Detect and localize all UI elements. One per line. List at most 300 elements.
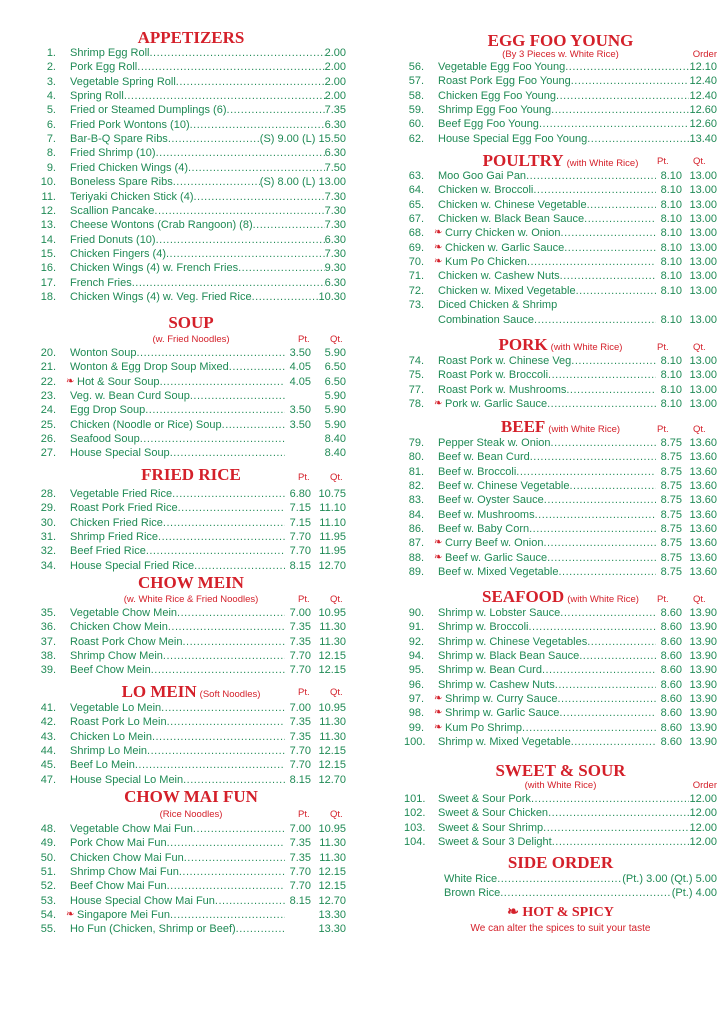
menu-item: [404, 60, 717, 74]
item-name: Fried or Steamed Dumplings (6): [70, 104, 227, 117]
item-number: 54.: [40, 909, 56, 922]
poultry-subtitle: (with White Rice): [566, 158, 639, 169]
item-prices: [285, 649, 346, 663]
dot-leader: [132, 276, 325, 290]
item-line: [70, 487, 346, 501]
item-line: [70, 190, 346, 204]
dot-leader: [172, 487, 285, 501]
item-number: 74.: [408, 355, 424, 367]
item-name: Chicken Chow Mai Fun: [70, 851, 184, 864]
dot-leader: [528, 620, 656, 634]
item-line: [438, 522, 717, 536]
menu-item: [36, 773, 346, 787]
item-number: 24.: [40, 404, 56, 417]
item-price-pint: 8.10: [660, 227, 682, 240]
item-price-quart: 13.00: [689, 355, 717, 367]
dot-leader: [183, 773, 285, 787]
spice-alter-note: We can alter the spices to suit your taste: [470, 923, 651, 934]
item-price-pint: 7.35: [289, 621, 311, 634]
item-name: Roast Pork Fried Rice: [70, 502, 178, 515]
item-price-quart: 10.95: [318, 702, 346, 714]
menu-item: [36, 822, 346, 836]
sweet_sour-note: (with White Rice): [524, 780, 597, 791]
item-prices: [656, 212, 717, 226]
menu-item: [404, 692, 717, 706]
item-line: [438, 565, 717, 579]
dot-leader: [526, 169, 656, 183]
dot-leader: [565, 60, 689, 74]
menu-item: [404, 397, 717, 411]
item-price: 2.00: [324, 61, 346, 74]
item-line: [70, 276, 346, 290]
item-name: Shrimp w. Bean Curd: [438, 664, 542, 677]
item-prices: [656, 479, 717, 493]
item-price: 6.30: [324, 276, 346, 289]
chili-pepper-icon: ❧: [434, 398, 443, 410]
item-number: 97.: [408, 693, 424, 706]
item-name: Pepper Steak w. Onion: [438, 437, 551, 449]
item-name: Combination Sauce: [438, 313, 535, 326]
item-line: [438, 183, 717, 197]
item-number: 75.: [408, 369, 424, 382]
lo_mein-pt-label: Pt.: [298, 687, 310, 698]
item-number: 69.: [408, 241, 424, 254]
item-price-quart: 13.90: [689, 650, 717, 663]
menu-item: [404, 792, 717, 806]
item-prices: [285, 715, 346, 729]
item-price-quart: 13.60: [689, 465, 717, 478]
item-line: [70, 204, 346, 218]
poultry-qt-label: Qt.: [693, 156, 706, 167]
dot-leader: [555, 678, 656, 692]
dot-leader: [152, 730, 285, 744]
item-prices: [285, 544, 346, 558]
item-price-pint: 7.35: [289, 851, 311, 864]
item-line: [438, 493, 717, 507]
item-price-pint: 7.35: [289, 837, 311, 850]
item-number: 81.: [408, 465, 424, 478]
egg-foo-young-order-label: Order: [692, 49, 717, 60]
item-number: 10.: [40, 176, 56, 189]
item-number: 43.: [40, 730, 56, 743]
menu-item: [404, 565, 717, 579]
item-prices: [656, 536, 717, 550]
menu-item: [404, 241, 717, 255]
menu-item: [404, 226, 717, 240]
item-name: French Fries: [70, 276, 132, 289]
chili-pepper-icon: ❧: [434, 693, 443, 705]
dot-leader: [522, 721, 656, 735]
item-line: [70, 146, 346, 160]
item-prices: [285, 516, 346, 530]
egg_foo_young-note: (By 3 Pieces w. White Rice): [502, 49, 619, 60]
item-name: Fried Pork Wontons (10): [70, 118, 190, 131]
item-prices: [285, 701, 346, 715]
dot-leader: [560, 606, 656, 620]
beef-title-text: BEEF: [500, 417, 546, 436]
item-price: 12.00: [689, 821, 717, 834]
item-number: 26.: [40, 433, 56, 446]
item-prices: [656, 169, 717, 183]
menu-item: [404, 368, 717, 382]
item-number: 18.: [40, 290, 56, 303]
item-number: 14.: [40, 233, 56, 246]
item-name: Beef w. Mixed Vegetable: [438, 566, 559, 579]
item-price-quart: 12.15: [318, 759, 346, 772]
menu-item: [404, 284, 717, 298]
item-line: [70, 132, 346, 146]
item-line: [70, 836, 346, 850]
item-line: [438, 198, 717, 212]
item-price: 6.30: [324, 118, 346, 131]
item-number: 58.: [408, 89, 424, 102]
item-price-pint: 8.60: [660, 621, 682, 634]
item-line: [438, 479, 717, 493]
item-line: [70, 559, 346, 573]
menu-item: [36, 190, 346, 204]
item-name: Roast Pork w. Mushrooms: [438, 383, 567, 396]
item-line: [70, 501, 346, 515]
item-number: 36.: [40, 621, 56, 634]
item-prices: [656, 649, 717, 663]
lo_mein-subtitle: (Soft Noodles): [199, 689, 261, 700]
item-number: 2.: [46, 61, 56, 74]
item-number: 47.: [40, 773, 56, 786]
menu-item: [36, 60, 346, 74]
item-number: 28.: [40, 488, 56, 500]
item-prices: [285, 894, 346, 908]
sweet-sour-order-label: Order: [692, 780, 717, 791]
item-line: [66, 375, 346, 389]
menu-item: [404, 806, 717, 820]
item-price-quart: 13.60: [689, 551, 717, 564]
item-price-quart: 11.10: [319, 516, 346, 529]
item-price-pint: 8.75: [660, 437, 682, 449]
menu-item: [404, 606, 717, 620]
item-name: Chicken Lo Mein: [70, 730, 152, 743]
item-line: [438, 212, 717, 226]
item-line: [70, 290, 346, 304]
item-number: 68.: [408, 227, 424, 240]
item-price-quart: 11.30: [319, 716, 346, 729]
menu-item: [36, 894, 346, 908]
item-prices: [656, 678, 717, 692]
item-number: 35.: [40, 607, 56, 619]
menu-item: [36, 744, 346, 758]
item-price-quart: 13.90: [689, 678, 717, 691]
item-number: 80.: [408, 451, 424, 464]
chow_mai_fun-title: [36, 786, 346, 808]
item-line: [70, 544, 346, 558]
item-number: 41.: [40, 702, 56, 714]
dot-leader: [530, 450, 656, 464]
menu-item: [36, 89, 346, 103]
fried_rice-title-text: FRIED RICE: [141, 465, 241, 484]
dot-leader: [238, 261, 324, 275]
item-line: [434, 721, 717, 735]
item-number: 8.: [46, 147, 56, 160]
item-prices: [656, 721, 717, 735]
dot-leader: [163, 516, 285, 530]
chow_mai_fun-pt-label: Pt.: [298, 809, 310, 820]
menu-item: [36, 233, 346, 247]
menu-item: [404, 313, 717, 327]
item-prices: [285, 375, 346, 389]
menu-item: [36, 75, 346, 89]
item-line: [438, 103, 717, 117]
item-number: 6.: [46, 118, 56, 131]
item-price-quart: 8.40: [324, 447, 346, 460]
item-name: Pork w. Garlic Sauce: [445, 398, 548, 411]
item-line: [70, 89, 346, 103]
item-name: Beef Chow Mein: [70, 664, 151, 677]
dot-leader: [222, 418, 285, 432]
dot-leader: [542, 663, 656, 677]
dot-leader: [190, 389, 285, 403]
item-number: 4.: [46, 90, 56, 103]
item-price: 2.00: [324, 75, 346, 88]
menu-item: [36, 663, 346, 677]
item-line: [438, 436, 717, 450]
dot-leader: [497, 872, 622, 886]
item-name: Pork Chow Mai Fun: [70, 837, 167, 850]
item-number: 52.: [40, 880, 56, 893]
item-price-quart: 11.30: [319, 837, 346, 850]
item-line: [70, 60, 346, 74]
item-number: 9.: [46, 161, 56, 174]
item-prices: [285, 663, 346, 677]
item-line: [434, 551, 717, 565]
beef-qt-label: Qt.: [693, 424, 706, 435]
item-prices: [285, 446, 346, 460]
item-price-pint: 8.10: [660, 256, 682, 269]
item-price-pint: 8.10: [660, 198, 682, 211]
item-line: [438, 298, 717, 312]
item-name: Vegetable Spring Roll: [70, 75, 176, 88]
item-prices: [285, 908, 346, 922]
item-price-pint: 7.70: [289, 531, 311, 544]
item-price-pint: 7.70: [289, 545, 311, 558]
dot-leader: [557, 692, 656, 706]
menu-item: [404, 721, 717, 735]
item-prices: [656, 522, 717, 536]
dot-leader: [569, 479, 656, 493]
item-number: 50.: [40, 851, 56, 864]
menu-item: [36, 701, 346, 715]
item-price-quart: 13.60: [689, 523, 717, 536]
item-line: [70, 606, 346, 620]
pork-subtitle: (with White Rice): [550, 342, 623, 353]
item-price-quart: 13.90: [689, 635, 717, 648]
chili-pepper-icon: ❧: [434, 227, 443, 239]
item-line: [70, 922, 346, 936]
menu-item: [36, 118, 346, 132]
menu-item: [36, 635, 346, 649]
item-number: 91.: [408, 621, 424, 634]
chili-pepper-icon: ❧: [434, 721, 443, 733]
item-prices: [285, 620, 346, 634]
item-number: 15.: [40, 247, 56, 260]
item-price-pint: 7.70: [289, 866, 311, 879]
item-number: 99.: [408, 721, 424, 734]
item-prices: [285, 389, 346, 403]
item-line: [70, 261, 346, 275]
item-name: Roast Pork w. Broccoli: [438, 369, 549, 382]
item-price-quart: 12.15: [318, 745, 346, 758]
menu-item: [36, 146, 346, 160]
item-number: 53.: [40, 894, 56, 907]
item-price-quart: 12.15: [318, 650, 346, 663]
item-price-quart: 13.90: [689, 693, 717, 706]
dot-leader: [227, 103, 325, 117]
chow_mein-title: [36, 572, 346, 594]
menu-item: [404, 663, 717, 677]
side-order-price: (Pt.) 4.00: [671, 887, 717, 900]
dot-leader: [146, 544, 285, 558]
dot-leader: [533, 183, 656, 197]
item-name: Shrimp w. Mixed Vegetable: [438, 736, 571, 749]
item-prices: [656, 269, 717, 283]
item-number: 11.: [41, 190, 56, 203]
item-price-pint: 7.00: [289, 607, 311, 619]
soup-title-text: SOUP: [168, 313, 214, 332]
menu-item: [36, 218, 346, 232]
item-prices: [656, 284, 717, 298]
item-number: 82.: [408, 480, 424, 493]
menu-item: [36, 132, 346, 146]
dot-leader: [236, 922, 285, 936]
menu-item: [36, 606, 346, 620]
item-line: [70, 103, 346, 117]
item-number: 1.: [46, 47, 56, 59]
menu-item: [404, 465, 717, 479]
item-number: 70.: [408, 256, 424, 269]
item-number: 77.: [408, 383, 424, 396]
item-number: 62.: [408, 132, 424, 145]
item-price: 10.30: [318, 290, 346, 303]
item-prices: [656, 226, 717, 240]
item-name: Chicken Chow Mein: [70, 621, 168, 634]
menu-item: [36, 865, 346, 879]
item-price-pint: 8.75: [660, 508, 682, 521]
dot-leader: [571, 735, 656, 749]
dot-leader: [151, 663, 285, 677]
item-price-pint: 7.00: [289, 823, 311, 835]
item-prices: [285, 418, 346, 432]
dot-leader: [149, 46, 324, 60]
dot-leader: [556, 89, 689, 103]
item-name: Beef w. Broccoli: [438, 465, 517, 478]
item-line: [434, 255, 717, 269]
item-number: 3.: [46, 75, 56, 88]
menu-item: [36, 730, 346, 744]
item-name: Beef Chow Mai Fun: [70, 880, 167, 893]
item-price-quart: 13.00: [689, 213, 717, 226]
item-price-pint: 8.10: [660, 213, 682, 226]
item-price-quart: 13.60: [689, 566, 717, 579]
item-prices: [656, 241, 717, 255]
menu-item: [404, 198, 717, 212]
dot-leader: [177, 606, 285, 620]
item-price-pint: 7.70: [289, 650, 311, 663]
dot-leader: [140, 432, 285, 446]
item-name: Chicken Fried Rice: [70, 516, 163, 529]
menu-item: [404, 117, 717, 131]
item-price-quart: 13.00: [689, 227, 717, 240]
menu-item: [404, 450, 717, 464]
item-prices: [656, 551, 717, 565]
item-price-quart: 13.90: [689, 721, 717, 734]
item-line: [438, 663, 717, 677]
item-line: [434, 692, 717, 706]
soup-qt-label: Qt.: [330, 334, 343, 345]
item-name: Shrimp Fried Rice: [70, 531, 159, 544]
soup-pt-label: Pt.: [298, 334, 310, 345]
dot-leader: [535, 508, 656, 522]
item-line: [438, 383, 717, 397]
menu-item: [36, 103, 346, 117]
item-line: [70, 649, 346, 663]
item-number: 34.: [40, 559, 56, 572]
item-line: [434, 706, 717, 720]
menu-item: [36, 922, 346, 936]
item-prices: [656, 183, 717, 197]
item-prices: [656, 383, 717, 397]
item-price-pint: 8.10: [660, 170, 682, 182]
seafood-subtitle: (with White Rice): [567, 594, 639, 605]
item-line: [66, 908, 346, 922]
item-line: [70, 118, 346, 132]
item-price-pint: 8.10: [660, 313, 682, 326]
item-line: [70, 389, 346, 403]
item-price-pint: 4.05: [289, 361, 311, 374]
item-price-quart: 13.00: [689, 398, 717, 411]
item-price-pint: 8.75: [660, 523, 682, 536]
item-name: Shrimp w. Black Bean Sauce: [438, 650, 580, 663]
item-number: 27.: [40, 447, 56, 460]
menu-item: [36, 715, 346, 729]
item-price-pint: 8.75: [660, 537, 682, 550]
side-order-item: [444, 872, 717, 886]
item-number: 78.: [408, 398, 424, 411]
item-price-pint: 7.35: [289, 730, 311, 743]
menu-item: [36, 501, 346, 515]
sweet_sour-title-text: SWEET & SOUR: [495, 761, 626, 780]
item-line: [70, 620, 346, 634]
item-prices: [285, 822, 346, 836]
dot-leader: [576, 284, 656, 298]
menu-item: [36, 161, 346, 175]
item-name: Kum Po Chicken: [445, 256, 527, 269]
dot-leader: [215, 894, 285, 908]
dot-leader: [188, 161, 325, 175]
item-price-pint: 8.60: [660, 635, 682, 648]
dot-leader: [135, 758, 285, 772]
item-price-pint: 8.15: [289, 894, 311, 907]
item-number: 55.: [40, 923, 56, 936]
item-name: Chicken w. Broccoli: [438, 184, 534, 197]
item-price-quart: 13.60: [689, 537, 717, 550]
dot-leader: [539, 117, 690, 131]
item-price-quart: 13.60: [689, 480, 717, 493]
item-name: Wonton & Egg Drop Soup Mixed: [70, 361, 229, 374]
item-name: Chicken (Noodle or Rice) Soup: [70, 418, 222, 431]
item-name: Veg. w. Bean Curd Soup: [70, 390, 190, 403]
item-number: 63.: [408, 170, 424, 182]
item-price-quart: 13.60: [689, 494, 717, 507]
item-name: Roast Pork Lo Mein: [70, 716, 167, 729]
menu-item: [404, 522, 717, 536]
